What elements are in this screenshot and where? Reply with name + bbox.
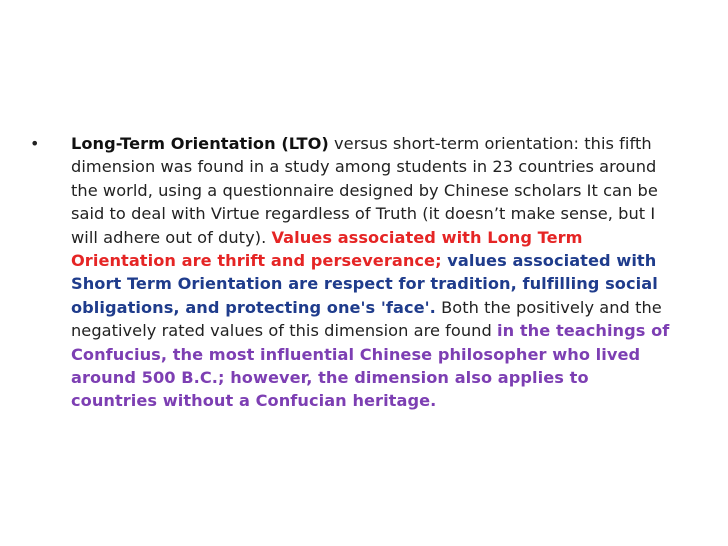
lto-intro-text: versus short-term orientation: this fifth dimension was found in a study among students in 23 countries around the world, using a questionnaire designed by Chinese scholars It can be said to deal with Virtue regardless of Truth (it doesn’t make sense, but I will adhere out of duty). [71,134,658,247]
bullet-dot-icon: • [30,134,40,153]
lto-term: Long-Term Orientation (LTO) [71,134,329,153]
bullet-item-lto [30,132,680,413]
confucius-text: in the teachings of Confucius, the most influential Chinese philosopher who lived around 500 B.C.; however, the dimension also applies to countries without a Confucian heritage. [71,321,670,411]
sto-values-text: values associated with Short Term Orientation are respect for tradition, fulfilling social obligations, and protecting one's 'face'. [71,251,658,317]
bullet-list [30,132,680,413]
lto-values-text: Values associated with Long Term Orientation are thrift and perseverance; [71,227,583,271]
middle-text: Both the positively and the negatively rated values of this dimension are found [71,297,662,341]
